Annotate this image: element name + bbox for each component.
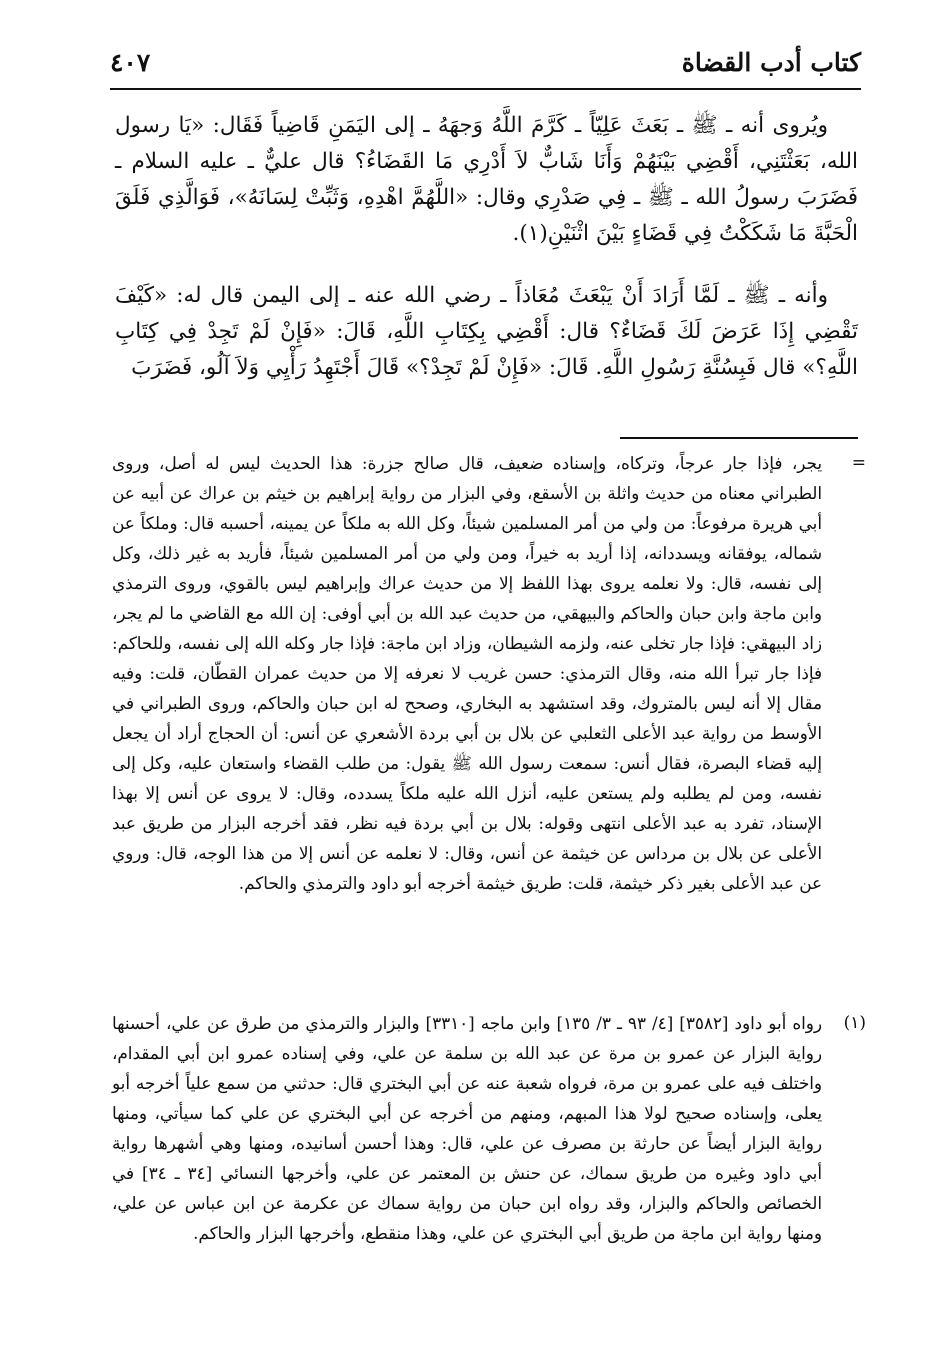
running-header	[110, 48, 861, 88]
footnote-separator	[620, 437, 858, 439]
main-text	[115, 108, 858, 412]
footnote-text: يجر، فإذا جار عرجاً، وتركاه، وإسناده ضعيف، قال صالح جزرة: هذا الحديث ليس له أصل، وروى الطبراني معناه من حديث واثلة بن الأسقع، وفي البزار من رواية إبراهيم بن خيثم بن عراك عن أبيه عن أبي هريرة مرفوعاً: من ولي من أمر المسلمين شيئاً، وكل الله به ملكاً عن يمينه، أحسبه قال: وملكاً عن شماله، يوفقانه ويسددانه، إذا أريد به خيراً، ومن ولي من أمر المسلمين شيئاً، فأريد به غير ذلك، وكل إلى نفسه، قال: ولا نعلمه يروى بهذا اللفظ إلا من حديث عراك وإبراهيم ليس بالقوي، وروى الترمذي وابن ماجة وابن حبان والحاكم والبيهقي، من حديث عبد الله بن أبي أوفى: إن الله مع القاضي ما لم يجر، زاد البيهقي: فإذا جار تخلى عنه، ولزمه الشيطان، وزاد ابن ماجة: فإذا جار وكله الله إلى نفسه، وللحاكم: فإذا جار تبرأ الله منه، وقال الترمذي: حسن غريب لا نعرفه إلا من حديث عمران القطّان، قلت: وفيه مقال إلا أنه ليس بالمتروك، وقد استشهد به البخاري، وصحح له ابن حبان والحاكم، وروى الطبراني في الأوسط من رواية عبد الأعلى الثعلبي عن بلال بن أبي بردة الأشعري عن أنس: أن الحجاج أراد أن يجعل إليه قضاء البصرة، فقال أنس: سمعت رسول الله ﷺ يقول: من طلب القضاء واستعان عليه، وكل إلى نفسه، ومن لم يطلبه ولم يستعن عليه، أنزل الله عليه ملكاً يسدده، وقال: لا يروى عن أنس إلا بهذا الإسناد، تفرد به عبد الأعلى انتهى وقوله: بلال بن أبي بردة فيه نظر، فقد أخرجه البزار من طريق عبد الأعلى عن بلال بن مرداس عن خيثمة عن أنس، وقال: لا نعلمه عن أنس إلا من هذا الوجه، قال: وروي عن عبد الأعلى بغير ذكر خيثمة، قلت: طريق خيثمة أخرجه أبو داود والترمذي والحاكم.	[112, 453, 822, 893]
main-paragraph: وأنه ـ ﷺ ـ لَمَّا أَرَادَ أَنْ يَبْعَثَ مُعَاذاً ـ رضي الله عنه ـ إلى اليمن قال له: «كَيْفَ تَقْضِي إِذَا عَرَضَ لَكَ قَضَاءٌ؟ قال: أَقْضِي بِكِتَابِ اللَّهِ، قَالَ: «فَإِنْ لَمْ تَجِدْ فِي كِتَابِ اللَّهِ؟» قال فَبِسُنَّةِ رَسُولِ اللَّهِ. قَالَ: «فَإِنْ لَمْ تَجِدْ؟» قَالَ أَجْتَهِدُ رَأْيِي وَلاَ آلُو، فَضَرَبَ	[115, 283, 858, 380]
footnote-marker: (١)	[843, 1013, 866, 1033]
footnote-continued	[112, 448, 866, 898]
footnote-1	[112, 1008, 866, 1248]
main-paragraph: ويُروى أنه ـ ﷺ ـ بَعَثَ عَلِيّاً ـ كَرَّمَ اللَّهُ وَجهَهُ ـ إلى اليَمَنِ قَاضِياً فَقَال: «يَا رسول الله، بَعَثْتَنِي، أَقْضِي بَيْنَهُمْ وَأَنَا شَابٌّ لاَ أَدْرِي مَا القَضَاءُ؟ قال عليٌّ ـ عليه السلام ـ فَضَرَبَ رسولُ الله ـ ﷺ ـ فِي صَدْرِي وقال: «اللَّهُمَّ اهْدِهِ، وَثَبِّتْ لِسَانَهُ»، فَوَالَّذِي فَلَقَ الْحَبَّةَ مَا شَكَكْتُ فِي قَضَاءٍ بَيْنَ اثْنَيْنِ(١).	[115, 113, 858, 246]
book-title: كتاب أدب القضاة	[681, 48, 861, 77]
header-rule	[110, 88, 861, 90]
footnote-text: رواه أبو داود [٣٥٨٢] [٤/ ٩٣ ـ ٣/ ١٣٥] وابن ماجه [٣٣١٠] والبزار والترمذي من طرق عن علي، أحسنها رواية البزار عن عمرو بن مرة عن عبد الله بن سلمة عن علي، وفي إسناده عمرو ابن أبي المقدام، واختلف فيه على عمرو بن مرة، فرواه شعبة عنه عن أبي البختري قال: حدثني من سمع علياً أخرجه أبو يعلى، وإسناده صحيح لولا هذا المبهم، ومنهم من أخرجه عن أبي البختري عن علي كما سيأتي، ومنها رواية البزار أيضاً عن حارثة بن مصرف عن علي، قال: وهذا أحسن أسانيده، ومنها وهي أشهرها رواية أبي داود وغيره من طريق سماك، عن حنش بن المعتمر عن علي، وأخرجها النسائي [٣٤ ـ ٣٤] في الخصائص والحاكم والبزار، وقد رواه ابن حبان من رواية سماك عن عكرمة عن ابن عباس عن علي، ومنها رواية ابن ماجة من طريق أبي البختري عن علي، وهذا منقطع، وأخرجها البزار والحاكم.	[112, 1013, 822, 1243]
footnote-marker: =	[851, 453, 866, 473]
page-number: ٤٠٧	[110, 48, 151, 77]
